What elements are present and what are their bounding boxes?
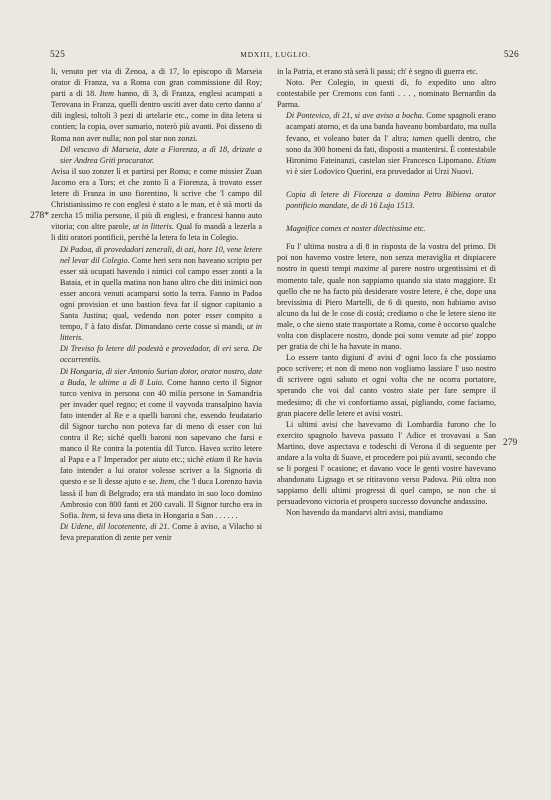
italic-text: Dil vescovo di Marseia, date a Fiorenza, a dì 18, drizate a sier Andrea Griti procurator. xyxy=(60,144,262,165)
entry-paragraph xyxy=(51,244,262,344)
text-run: li, venuto per via di Zenoa, a di 17, lo episcopo di Marseia orator di Franza, va a Roma con gran commissione dil Roy; parti a di 18. xyxy=(51,67,262,99)
paragraph-spacer xyxy=(277,211,496,223)
italic-text: Item, xyxy=(159,477,177,487)
text-paragraph xyxy=(51,66,262,144)
entry-paragraph xyxy=(51,521,262,543)
text-run: hanno, di 3, di Franza, englesi acampati a Terovana in Franza, quelli dentro usciti aver dato certo danno a' dili inglesi, toltoli 3 pezi di artelarie etc., come in dita letera si contien; la copia, over sumario, noterò più avanti. Poi disseno di Roma non aver nulla; non pol star non zonzi. xyxy=(51,89,262,143)
italic-text: Item xyxy=(99,89,115,99)
text-run: il Re havia fato intender a lui orator volesse scriver a la Signoria di questo e se li desse ajuto e se. xyxy=(60,455,262,487)
italic-text: Di Pontevico, di 21, si ave aviso a bocha. xyxy=(286,111,424,121)
page-number-left: 525 xyxy=(50,50,66,60)
text-run: Avisa il suo zonzer lì et partirsi per Roma; e come missier Zuan Jacomo era a Tors; et che zonto lì a Fiorenza, à trovato esser letere di Franza in uno fiorentino, li scrive che 'l campo dil Christianissimo re con englesi è stato a le man, et è stà morti da zercha 15 milia persone, il più di englesi, e francesi hanno auto vitoria; con altre parole, xyxy=(51,166,262,232)
entry-paragraph xyxy=(51,366,262,521)
italic-text: maxime xyxy=(353,264,380,274)
entry-paragraph xyxy=(277,110,496,177)
margin-folio-right: 279 xyxy=(503,438,518,448)
italic-text: Di Treviso fo letere dil podestà e provedador, di eri sera. De occurrentiis. xyxy=(60,344,262,365)
text-run: vi è sier Lodovico Querini, era provedador ai Urzi Nuovi. xyxy=(286,166,474,176)
text-run: Li ultimi avisi che havevamo di Lombardia furono che lo exercito spagnolo haveva passato l' Adice et trovavasi a San Martino, dove aspectava e todeschi di Verona il di seguente per andare a la volta di Suave, et procedere poi più avanti, secondo che se li porgesi l' ocasione; et davano voce le genti vostre havevano abandonato Lignago et se ritiravono verso Padova. Più oltra non sappiamo delli ultimi progressi di quel campo, se non che si persuadevono victoria et prospero successo dovunche andassino. xyxy=(277,419,496,507)
text-run: Lo essere tanto digiuni d' avisi d' ogni loco fa che possiamo poco scrivere; et non di meno non vogliamo lassiare l' uso nostro di scrivere ogni sabato et ogni volta che ne ocorra portatore, sperando che voi dal canto vostro siate per fare sempre il medesimo; di che vi confortiamo assai, pigliando, come faciamo, gran piacere delle letere et avisi vostri. xyxy=(277,353,496,418)
text-run: in la Patria, et erano stà serà li passi; ch' è segno di guerra etc. xyxy=(277,67,478,76)
entry-paragraph xyxy=(277,189,496,211)
italic-text: ut in litteris. xyxy=(60,322,262,343)
text-run: Qual fo mandà a lezerla a li diti oratori pontificii, perchè la letera fo leta in Colegio. xyxy=(51,222,262,243)
text-run: Come heri sera non haveano scripto per esser stà ocupati havendo i nimici col campo esser zonti a la Bataia, et in quella matina non hano altro che diti inimici non esser ancora venuti acamparsi sotto la terra. Fanno in Padoa ogni provision et uno bastion feva far il signor capitanio a Santa Justina; qual, vedendo non poter esser compito a tempo, l' à fato disfar. Dimandano certe cosse si mandi, xyxy=(60,255,262,332)
italic-text: Etiam xyxy=(476,155,496,165)
text-run: Fu l' ultima nostra a dì 8 in risposta de la vostra del primo. Di poi non havemo vostre letere, non senza meraviglia et dispiacere nostro in questi tempi xyxy=(277,242,496,274)
text-paragraph xyxy=(277,419,496,508)
italic-text: Copia di letere di Fiorenza a domino Petro Bibiena orator pontificio mandate, de dì 16 Lujo 1513. xyxy=(286,189,496,211)
italic-text: tamen xyxy=(412,133,433,143)
text-run: Come spagnoli erano acampati atorno, et da una banda haveano bombardato, ma nulla fevano, et voleano bater da l' altra; xyxy=(286,111,496,143)
text-run: al parere nostro urgentissimi et di momento tale, quale non sappiamo quando sia stato maggiore. Et quello che ne ha facto più desiderare vostre letere, è che, dope una brevissima di Piero Martelli, de 6 di questo, non habiamo aviso alcuno da lui de le cose di costà; crediamo o che le letere sieno ite male, o che sieno state trasportate a Roma, come è occorso qualche volta con displacere nostro, donde poi sono venute ad pie' zoppo per gratia de chi le ha havute in mano. xyxy=(277,264,496,352)
text-run: quelli dentro, che sono da 300 homeni da fati, disposti a mantenirsi. È contestabile Hironimo Fateinanzi, castelan sier Francesco Lipomano. xyxy=(286,133,496,165)
entry-paragraph xyxy=(277,223,496,234)
italic-text: Di Padoa, di provedadori zenerali, di ozi, hore 10, vene letere nel levar dil Colegio. xyxy=(60,244,262,265)
italic-text: Di Udene, dil locotenente, di 21. xyxy=(60,521,170,531)
text-paragraph xyxy=(277,77,496,110)
text-paragraph xyxy=(277,241,496,352)
text-run: Come hanno certo il Signor turco veniva in persona con 40 milia persone in Samandria per invader quel regno; et come il vayvoda transalpino havia fato intender al Re e a quelli baroni che, essendo feudatario dil Signor turcho non poteva far di meno di esser con lui contra il Re; siché quelli baroni non sapevano che farsi e manco il Re contra la potentia dil Turco. Havea scrito letere al Papa e a l' Imperador per aiuto etc.; sichè xyxy=(60,377,263,465)
page-number-right: 526 xyxy=(503,50,519,60)
text-paragraph xyxy=(277,352,496,419)
text-run: Noto. Per Colegio, in questi dì, fo expedito uno altro contestabile per Cremons con fanti . . . , nominato Bernardin da Parma. xyxy=(277,78,496,110)
right-text-column xyxy=(277,66,496,519)
text-run: si feva una dieta in Hongaria a San . . . . . . xyxy=(97,510,238,520)
entry-paragraph xyxy=(51,144,262,166)
text-run: Non havendo da mandarvi altri avisi, mandiamo xyxy=(286,508,443,518)
running-header: MDXIII, LUGLIO. xyxy=(240,50,311,59)
text-paragraph xyxy=(51,166,262,244)
text-run: che 'l duca Lorenzo havia lassà il ban di Belgrado; era stà mandato in suo loco domino Ambrosio con 800 fanti et 200 cavali. Il Signor turcho era in Sofia. xyxy=(60,477,263,520)
paragraph-spacer xyxy=(277,234,496,241)
italic-text: etiam xyxy=(206,455,225,465)
italic-text: Magnifice comes et noster dilectissime etc. xyxy=(286,224,426,234)
entry-paragraph xyxy=(51,343,262,365)
italic-text: Item, xyxy=(81,510,98,520)
text-paragraph xyxy=(277,66,496,77)
text-paragraph xyxy=(277,507,496,518)
text-run: Come à aviso, a Vilacho si feva preparation di zente per venir xyxy=(60,521,262,542)
italic-text: Di Hongaria, di sier Antonio Surian dotor, orator nostro, date a Buda, le ultime a dì 8 Luio. xyxy=(60,366,262,387)
italic-text: ut in litteris. xyxy=(132,222,174,232)
margin-folio-left: 278* xyxy=(30,211,49,221)
left-text-column xyxy=(51,66,262,543)
paragraph-spacer xyxy=(277,177,496,189)
